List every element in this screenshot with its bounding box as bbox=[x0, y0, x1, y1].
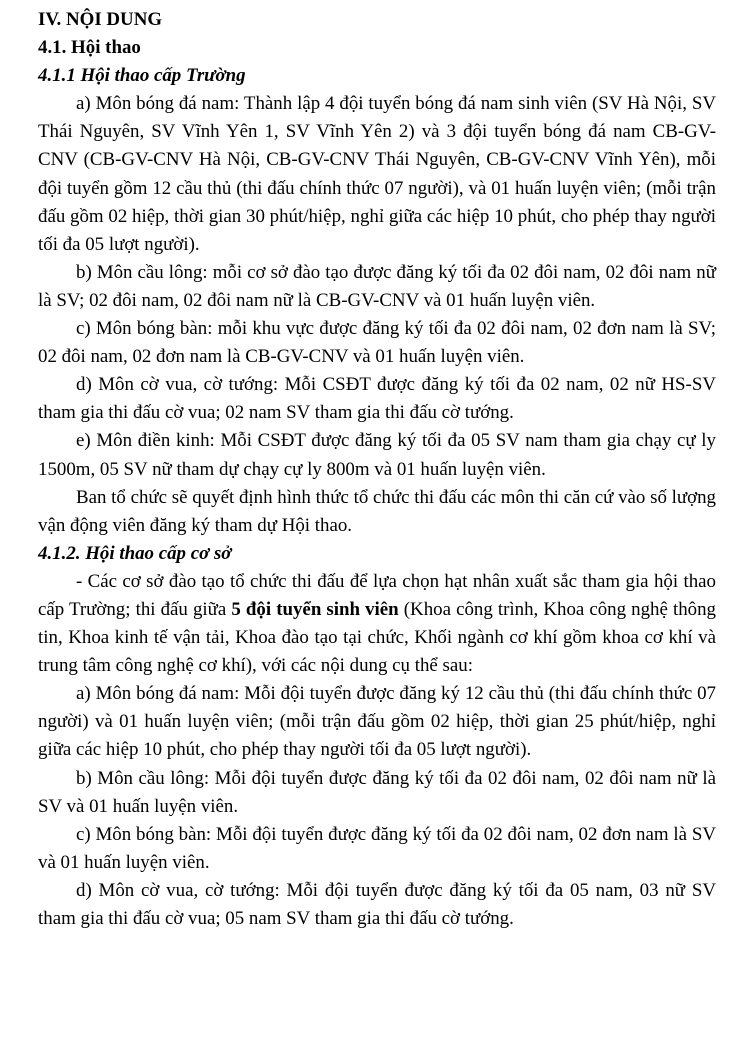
subsection-heading-sport: 4.1. Hội thao bbox=[38, 37, 141, 59]
paragraph-base-badminton: b) Môn cầu lông: Mỗi đội tuyển được đăng ký tối đa 02 đôi nam, 02 đôi nam nữ là SV và 01 huấn luyện viên. bbox=[38, 767, 716, 817]
section-heading: IV. NỘI DUNG bbox=[38, 9, 163, 30]
paragraph-school-football: a) Môn bóng đá nam: Thành lập 4 đội tuyển bóng đá nam sinh viên (SV Hà Nội, SV Thái Nguyên, SV Vĩnh Yên 1, SV Vĩnh Yên 2) và 3 đội tuyển bóng đá nam CB-GV-CNV (CB-GV-CNV Hà Nội, CB-GV-CNV Thái Nguyên, CB-GV-CNV Vĩnh Yên), mỗi đội tuyển gồm 12 cầu thủ (thi đấu chính thức 07 người), và 01 huấn luyện viên; (mỗi trận đấu gồm 02 hiệp, thời gian 30 phút/hiệp, nghỉ giữa các hiệp 10 phút, cho phép thay người tối đa 05 lượt người). bbox=[38, 93, 716, 255]
paragraph-school-table-tennis: c) Môn bóng bàn: mỗi khu vực được đăng ký tối đa 02 đôi nam, 02 đơn nam là SV; 02 đôi nam, 02 đơn nam là CB-GV-CNV và 01 huấn luyện viên. bbox=[38, 318, 716, 368]
intro-text-post: (Khoa công trình, Khoa công nghệ thông tin, Khoa kinh tế vận tải, Khoa đào tạo tại chức, Khối ngành cơ khí gồm khoa cơ khí và trung tâm công nghệ cơ khí), với các nội dung cụ thể sau: bbox=[38, 598, 716, 677]
paragraph-base-football: a) Môn bóng đá nam: Mỗi đội tuyển được đăng ký 12 cầu thủ (thi đấu chính thức 07 người) và 01 huấn luyện viên; (mỗi trận đấu gồm 02 hiệp, thời gian 25 phút/hiệp, nghỉ giữa các hiệp 10 phút, cho phép thay người tối đa 05 lượt người). bbox=[38, 683, 716, 761]
paragraph-school-athletics: e) Môn điền kinh: Mỗi CSĐT được đăng ký tối đa 05 SV nam tham gia chạy cự ly 1500m, 05 SV nữ tham dự chạy cự ly 800m và 01 huấn luyện viên. bbox=[38, 430, 716, 480]
paragraph-base-chess: d) Môn cờ vua, cờ tướng: Mỗi đội tuyển được đăng ký tối đa 05 nam, 03 nữ SV tham gia thi đấu cờ vua; 05 nam SV tham gia thi đấu cờ tướng. bbox=[38, 879, 716, 929]
subsection-heading-base-level: 4.1.2. Hội thao cấp cơ sở bbox=[38, 542, 232, 564]
intro-text-pre: - Các cơ sở đào tạo tổ chức thi đấu để lựa chọn hạt nhân xuất sắc tham gia hội thao cấp Trường; thi đấu giữa bbox=[38, 570, 716, 620]
paragraph-base-intro bbox=[38, 568, 716, 680]
paragraph-school-badminton: b) Môn cầu lông: mỗi cơ sở đào tạo được đăng ký tối đa 02 đôi nam, 02 đôi nam nữ là SV; 02 đôi nam, 02 đôi nam nữ là CB-GV-CNV và 01 huấn luyện viên. bbox=[38, 261, 716, 311]
paragraph-school-chess: d) Môn cờ vua, cờ tướng: Mỗi CSĐT được đăng ký tối đa 02 nam, 02 nữ HS-SV tham gia thi đấu cờ vua; 02 nam SV tham gia thi đấu cờ tướng. bbox=[38, 374, 716, 424]
paragraph-base-table-tennis: c) Môn bóng bàn: Mỗi đội tuyển được đăng ký tối đa 02 đôi nam, 02 đơn nam là SV và 01 huấn luyện viên. bbox=[38, 823, 716, 873]
subsection-heading-school-level: 4.1.1 Hội thao cấp Trường bbox=[38, 65, 246, 87]
intro-text-bold: 5 đội tuyển sinh viên bbox=[231, 598, 399, 620]
paragraph-school-note: Ban tổ chức sẽ quyết định hình thức tổ chức thi đấu các môn thi căn cứ vào số lượng vận động viên đăng ký tham dự Hội thao. bbox=[38, 486, 716, 536]
